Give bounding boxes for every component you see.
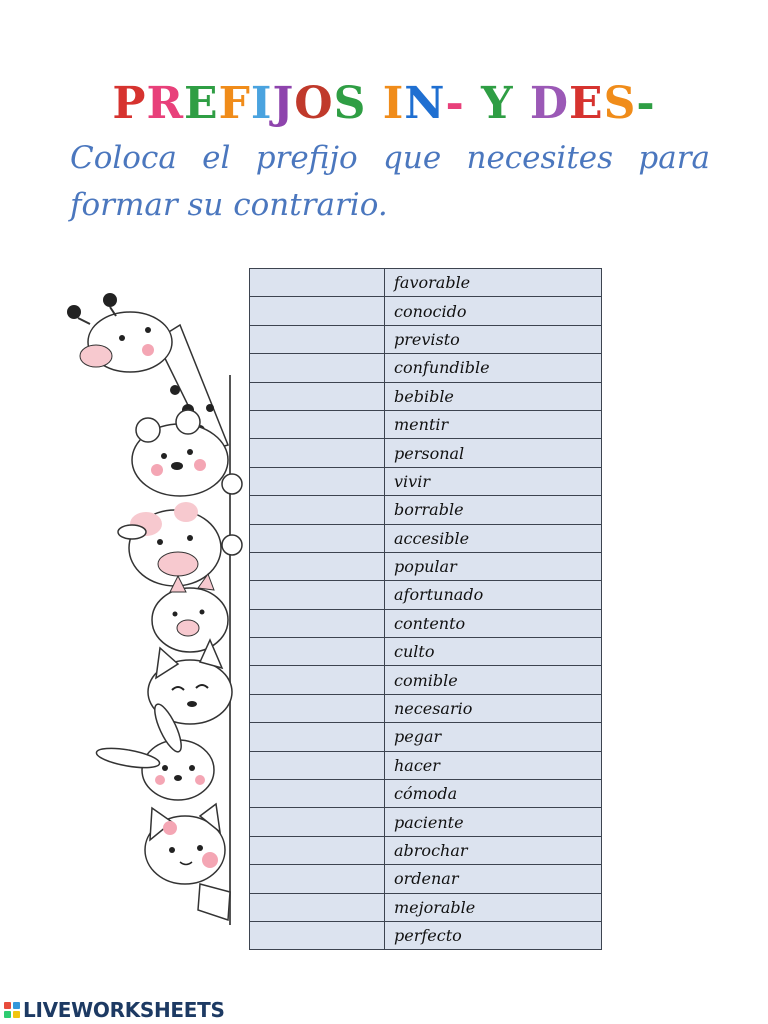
word-row — [250, 694, 602, 722]
word-cell: abrochar — [385, 836, 602, 864]
word-cell: contento — [385, 609, 602, 637]
prefix-answer-cell[interactable] — [250, 354, 385, 382]
cow-icon — [118, 502, 242, 586]
title-letter: D — [529, 78, 570, 129]
word-row — [250, 921, 602, 949]
prefix-answer-cell[interactable] — [250, 893, 385, 921]
word-cell: ordenar — [385, 865, 602, 893]
title-letter: Y — [481, 78, 514, 129]
word-row — [250, 524, 602, 552]
title-letter: O — [294, 78, 334, 129]
word-row — [250, 751, 602, 779]
title-letter: I — [250, 78, 273, 129]
word-cell: bebible — [385, 382, 602, 410]
word-cell: necesario — [385, 694, 602, 722]
worksheet-title — [0, 78, 768, 129]
prefix-answer-cell[interactable] — [250, 609, 385, 637]
title-letter: E — [569, 78, 604, 129]
prefix-answer-cell[interactable] — [250, 552, 385, 580]
word-cell: favorable — [385, 269, 602, 297]
word-cell: mejorable — [385, 893, 602, 921]
word-cell: borrable — [385, 496, 602, 524]
word-row — [250, 382, 602, 410]
word-row — [250, 297, 602, 325]
word-cell: paciente — [385, 808, 602, 836]
title-letter: - — [445, 78, 465, 129]
word-cell: comible — [385, 666, 602, 694]
title-letter: J — [272, 78, 295, 129]
word-row — [250, 581, 602, 609]
word-row — [250, 836, 602, 864]
word-cell: previsto — [385, 325, 602, 353]
title-letter: S — [603, 78, 637, 129]
footer-brand-text: LIVEWORKSHEETS — [23, 998, 225, 1022]
title-letter: - — [636, 78, 656, 129]
peeking-animals-illustration — [60, 280, 250, 930]
prefix-answer-cell[interactable] — [250, 439, 385, 467]
prefix-answer-cell[interactable] — [250, 751, 385, 779]
bear-icon — [132, 410, 242, 496]
word-cell: personal — [385, 439, 602, 467]
prefix-answer-cell[interactable] — [250, 694, 385, 722]
word-row — [250, 893, 602, 921]
word-row — [250, 439, 602, 467]
prefix-answer-cell[interactable] — [250, 325, 385, 353]
prefix-answer-cell[interactable] — [250, 524, 385, 552]
word-cell: confundible — [385, 354, 602, 382]
word-cell: culto — [385, 638, 602, 666]
prefix-answer-cell[interactable] — [250, 638, 385, 666]
prefix-answer-cell[interactable] — [250, 269, 385, 297]
prefix-answer-cell[interactable] — [250, 410, 385, 438]
instructions-text: Coloca el prefijo que necesites para formar su contrario. — [70, 140, 710, 223]
title-letter — [514, 78, 530, 129]
prefix-answer-cell[interactable] — [250, 780, 385, 808]
word-row — [250, 666, 602, 694]
title-letter: E — [184, 78, 219, 129]
prefix-answer-cell[interactable] — [250, 496, 385, 524]
word-cell: pegar — [385, 723, 602, 751]
word-cell: popular — [385, 552, 602, 580]
word-cell: hacer — [385, 751, 602, 779]
word-row — [250, 723, 602, 751]
prefix-answer-cell[interactable] — [250, 808, 385, 836]
word-cell: afortunado — [385, 581, 602, 609]
word-cell: conocido — [385, 297, 602, 325]
word-row — [250, 354, 602, 382]
word-row — [250, 467, 602, 495]
title-letter: R — [146, 78, 185, 129]
prefix-answer-cell[interactable] — [250, 723, 385, 751]
prefix-answer-cell[interactable] — [250, 921, 385, 949]
footer-brand — [4, 997, 225, 1023]
prefix-table — [249, 268, 602, 950]
word-cell: accesible — [385, 524, 602, 552]
pig-icon — [152, 574, 228, 652]
word-cell: mentir — [385, 410, 602, 438]
word-row — [250, 496, 602, 524]
word-row — [250, 780, 602, 808]
title-letter: F — [218, 78, 251, 129]
word-row — [250, 865, 602, 893]
word-row — [250, 269, 602, 297]
title-letter: N — [404, 78, 446, 129]
word-cell: cómoda — [385, 780, 602, 808]
title-letter: I — [382, 78, 405, 129]
word-row — [250, 410, 602, 438]
title-letter — [366, 78, 382, 129]
prefix-answer-cell[interactable] — [250, 666, 385, 694]
prefix-answer-cell[interactable] — [250, 581, 385, 609]
word-row — [250, 552, 602, 580]
word-row — [250, 325, 602, 353]
word-cell: perfecto — [385, 921, 602, 949]
liveworksheets-logo-icon — [4, 1002, 20, 1018]
prefix-answer-cell[interactable] — [250, 382, 385, 410]
prefix-answer-cell[interactable] — [250, 865, 385, 893]
title-letter: S — [333, 78, 367, 129]
word-row — [250, 609, 602, 637]
prefix-answer-cell[interactable] — [250, 467, 385, 495]
title-letter: P — [112, 78, 147, 129]
prefix-answer-cell[interactable] — [250, 297, 385, 325]
word-cell: vivir — [385, 467, 602, 495]
kitten-icon — [145, 804, 230, 920]
word-row — [250, 808, 602, 836]
title-letter — [465, 78, 481, 129]
prefix-answer-cell[interactable] — [250, 836, 385, 864]
word-row — [250, 638, 602, 666]
